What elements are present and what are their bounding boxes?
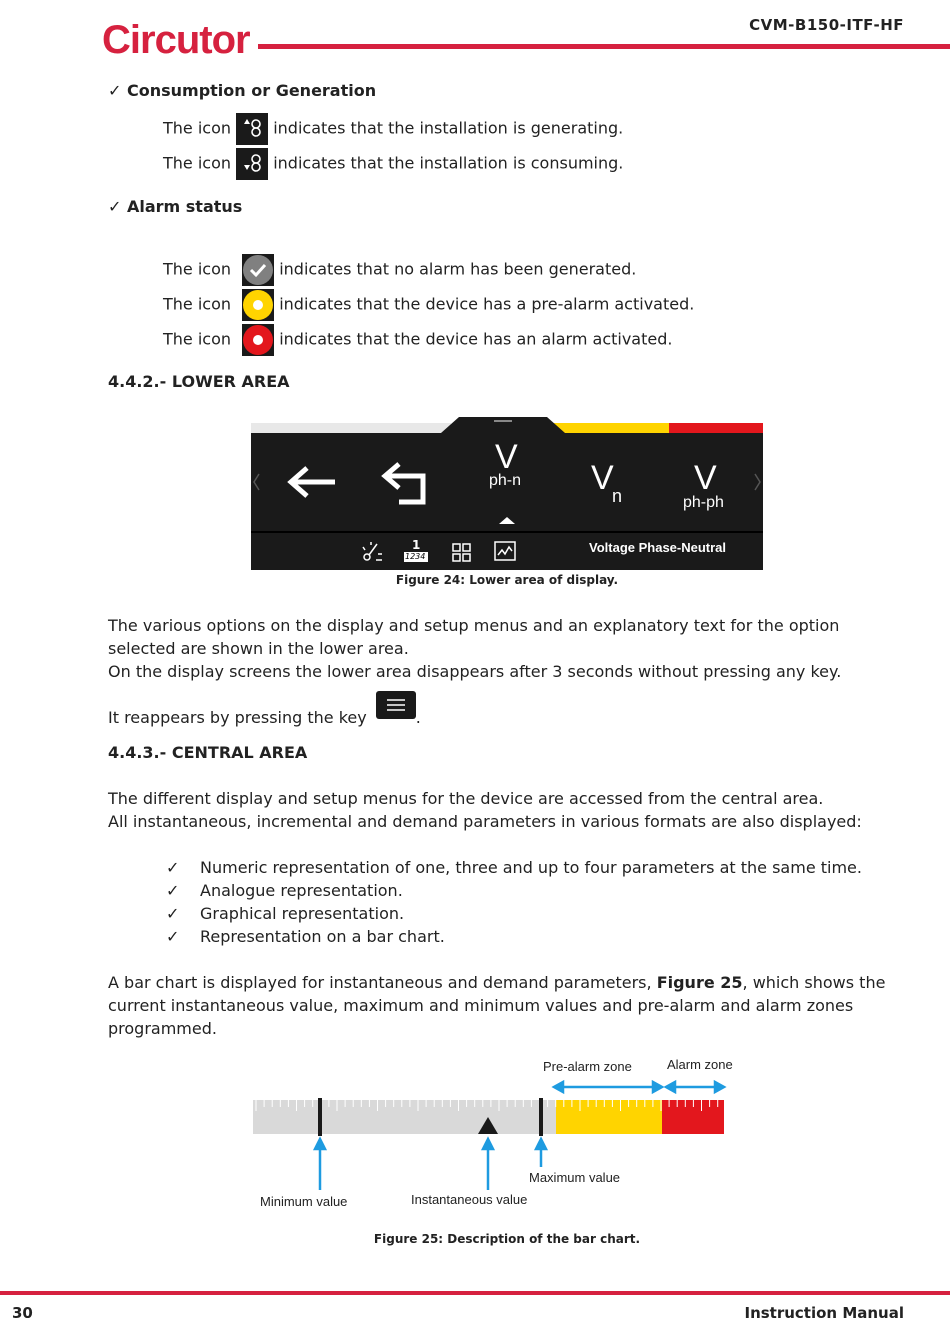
footer-rule (0, 1291, 950, 1295)
display-item-1-sub: ph-n (489, 472, 522, 489)
display-status-text: Voltage Phase-Neutral (589, 540, 727, 555)
generating-icon (236, 113, 268, 145)
minimum-value-label: Minimum value (260, 1194, 348, 1209)
maximum-marker (539, 1098, 543, 1136)
central-paragraph-1: The different display and setup menus for the device are accessed from the central area. (108, 789, 824, 808)
central-list (166, 856, 906, 948)
counter-top: 1 (412, 538, 421, 552)
lower-paragraph-1: The various options on the display and setup menus and an explanatory text for the option selected are shown in the lower area. (108, 616, 840, 658)
alarm-line-1: The icon indicates that no alarm has been generated. (163, 254, 636, 286)
instantaneous-value-label: Instantaneous value (411, 1192, 528, 1207)
list-item: ✓ Representation on a bar chart. (166, 927, 445, 946)
display-item-2-main: V (591, 459, 614, 497)
alarm-title: ✓ Alarm status (108, 197, 243, 216)
check-icon: ✓ (108, 81, 122, 100)
consuming-icon (236, 148, 268, 180)
check-icon: ✓ (166, 858, 180, 877)
no-alarm-icon (242, 254, 274, 286)
list-item: ✓ Graphical representation. (166, 904, 405, 923)
normal-zone (253, 1100, 556, 1134)
consumption-title: ✓ Consumption or Generation (108, 81, 377, 100)
lower-area-display (251, 414, 763, 570)
alarm-line-3: The icon indicates that the device has an alarm activated. (163, 324, 672, 356)
display-item-3-sub: ph-ph (683, 494, 724, 511)
check-icon: ✓ (166, 881, 180, 900)
central-paragraph-2: All instantaneous, incremental and demand parameters in various formats are also displayed: (108, 812, 862, 831)
check-icon: ✓ (108, 197, 122, 216)
lower-paragraph-2: On the display screens the lower area disappears after 3 seconds without pressing any key. (108, 662, 842, 681)
lower-paragraph-3: It reappears by pressing the key . (108, 691, 908, 729)
circutor-logo: Circutor (102, 18, 250, 62)
lower-area-heading: 4.4.2.- LOWER AREA (108, 372, 290, 391)
central-paragraph-3: A bar chart is displayed for instantaneous and demand parameters, Figure 25, which shows the current instantaneous value, maximum and minimum values and pre-alarm and alarm zones programmed. (108, 973, 886, 1038)
menu-key-icon (376, 691, 416, 719)
manual-title: Instruction Manual (744, 1304, 904, 1322)
check-icon: ✓ (166, 904, 180, 923)
check-icon: ✓ (166, 927, 180, 946)
consumption-line-2: The icon indicates that the installation is consuming. (163, 148, 623, 180)
list-item: ✓ Numeric representation of one, three and up to four parameters at the same time. (166, 858, 862, 877)
alarm-line-2: The icon indicates that the device has a pre-alarm activated. (163, 289, 694, 321)
pre-alarm-icon (242, 289, 274, 321)
figure-25-caption: Figure 25: Description of the bar chart. (373, 1232, 641, 1246)
consumption-line-1: The icon indicates that the installation is generating. (163, 113, 623, 145)
model-name: CVM-B150-ITF-HF (749, 16, 904, 34)
header-rule (258, 44, 950, 49)
central-area-heading: 4.4.3.- CENTRAL AREA (108, 743, 308, 762)
pre-alarm-zone-label: Pre-alarm zone (543, 1059, 632, 1074)
display-item-1-main: V (495, 438, 518, 476)
display-item-3-main: V (694, 459, 717, 497)
alarm-zone-label: Alarm zone (667, 1057, 733, 1072)
display-item-2-sub: n (612, 486, 623, 506)
maximum-value-label: Maximum value (529, 1170, 621, 1185)
figure-25-reference: Figure 25 (656, 973, 743, 992)
counter-bottom: 1234 (405, 552, 426, 561)
figure-24-caption: Figure 24: Lower area of display. (395, 573, 619, 587)
minimum-marker (318, 1098, 322, 1136)
bar-chart-figure (250, 1055, 750, 1215)
page-number: 30 (12, 1304, 33, 1322)
alarm-icon (242, 324, 274, 356)
list-item: ✓ Analogue representation. (166, 881, 403, 900)
